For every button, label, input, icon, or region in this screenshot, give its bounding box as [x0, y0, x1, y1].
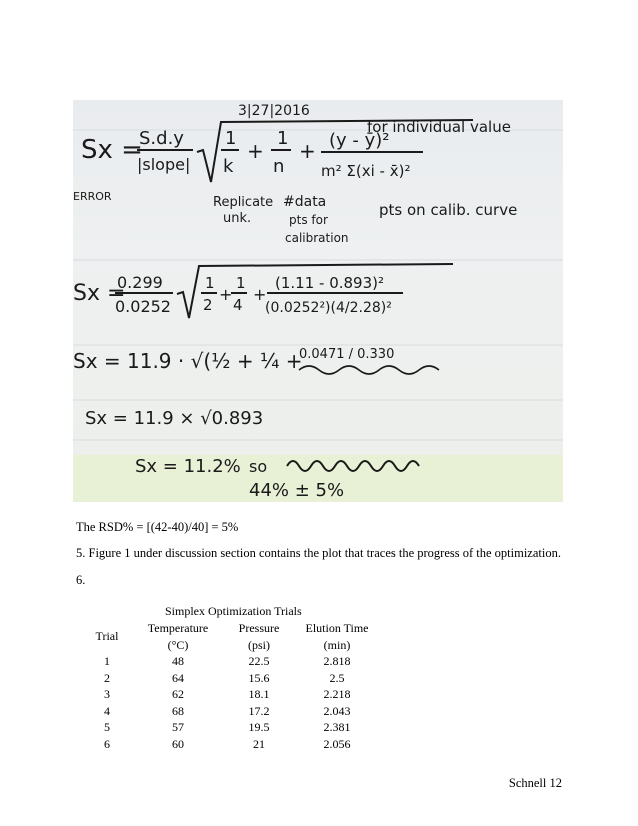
header-date: 3|27|2016 [238, 103, 310, 119]
cell-temperature: 68 [172, 703, 184, 718]
cell-pressure: 21 [253, 736, 265, 751]
table-caption: Simplex Optimization Trials [165, 604, 302, 618]
cell-temperature: 60 [172, 736, 184, 751]
table-row [84, 653, 382, 670]
svg-text:pts for: pts for [289, 213, 328, 227]
svg-text:0.0252: 0.0252 [115, 297, 171, 316]
svg-text:pts on calib. curve: pts on calib. curve [379, 201, 518, 219]
svg-text:1: 1 [277, 128, 289, 149]
header-temperature-unit: (°C) [167, 637, 189, 652]
cell-temperature: 64 [172, 670, 184, 685]
line4-expression: Sx = 11.9 × √0.893 [85, 408, 264, 429]
svg-text:+: + [219, 285, 233, 304]
table-row [84, 736, 382, 753]
cell-trial: 2 [104, 670, 110, 685]
svg-text:#data: #data [283, 194, 327, 210]
svg-text:(y - ȳ)²: (y - ȳ)² [329, 130, 390, 151]
svg-text:0.299: 0.299 [117, 273, 163, 292]
table-row [84, 686, 382, 703]
cell-pressure: 22.5 [248, 654, 270, 668]
line3-fraction: 0.0471 / 0.330 [299, 347, 395, 362]
item-5-text: 5. Figure 1 under discussion section contains the plot that traces the progress of the optimization. [76, 546, 561, 560]
handwriting-drawing [73, 100, 563, 502]
header-trial: Trial [95, 629, 119, 644]
handwritten-notes-photo [73, 100, 563, 502]
svg-text:1: 1 [236, 274, 246, 292]
cell-trial: 3 [104, 687, 110, 701]
svg-text:1: 1 [225, 128, 237, 149]
svg-text:unk.: unk. [223, 211, 252, 226]
svg-text:so: so [249, 457, 268, 476]
line5-expression: Sx = 11.2% [135, 456, 241, 477]
svg-text:4: 4 [233, 296, 243, 314]
svg-text:2: 2 [203, 296, 213, 314]
cell-elution: 2.218 [323, 687, 351, 701]
svg-text:1: 1 [205, 274, 215, 292]
svg-text:m² Σ(xi - x̄)²: m² Σ(xi - x̄)² [321, 162, 411, 180]
svg-text:+: + [299, 139, 316, 163]
header-temperature: Temperature [147, 621, 209, 635]
cell-pressure: 19.5 [248, 720, 270, 734]
cell-trial: 6 [104, 736, 110, 751]
svg-text:(0.0252²)(4/2.28)²: (0.0252²)(4/2.28)² [265, 300, 392, 316]
cell-trial: 1 [104, 654, 110, 668]
line1-denominator: |slope| [137, 155, 191, 174]
cell-trial: 4 [104, 703, 110, 718]
cell-temperature: 57 [172, 720, 184, 734]
line1-lhs: Sx = [81, 135, 143, 165]
svg-text:k: k [223, 156, 234, 177]
cell-elution: 2.056 [323, 736, 351, 751]
annotation-individual: for individual value [367, 118, 511, 136]
table-row [84, 719, 382, 736]
line3-expression: Sx = 11.9 · √(½ + ¼ + [73, 349, 303, 373]
svg-text:+: + [247, 139, 264, 163]
simplex-trials-table [84, 620, 382, 752]
rsd-line: The RSD% = [(42-40)/40] = 5% [76, 520, 239, 534]
header-pressure-unit: (psi) [248, 637, 270, 652]
svg-text:calibration: calibration [285, 231, 349, 245]
cell-elution: 2.043 [323, 703, 351, 718]
cell-elution: 2.5 [329, 670, 345, 685]
annotation-error: ERROR [73, 190, 112, 203]
svg-text:Replicate: Replicate [213, 195, 274, 210]
line2-lhs: Sx = [73, 281, 126, 306]
cell-elution: 2.381 [323, 720, 351, 734]
cell-temperature: 48 [172, 654, 184, 668]
header-pressure: Pressure [238, 621, 280, 635]
cell-pressure: 17.2 [248, 703, 270, 718]
page-footer: Schnell 12 [508, 776, 562, 790]
header-elution: Elution Time [305, 621, 369, 635]
table-row [84, 703, 382, 720]
svg-text:n: n [273, 156, 285, 177]
cell-elution: 2.818 [323, 654, 351, 668]
line1-numerator: S.d.y [139, 128, 184, 149]
svg-text:(1.11 - 0.893)²: (1.11 - 0.893)² [275, 274, 385, 292]
cell-pressure: 15.6 [248, 670, 270, 685]
cell-pressure: 18.1 [248, 687, 270, 701]
cell-temperature: 62 [172, 687, 184, 701]
table-row [84, 670, 382, 687]
line5-result: 44% ± 5% [249, 480, 345, 501]
cell-trial: 5 [104, 720, 110, 734]
item-6-label: 6. [76, 573, 86, 587]
svg-text:+: + [253, 285, 267, 304]
header-elution-unit: (min) [323, 637, 351, 652]
